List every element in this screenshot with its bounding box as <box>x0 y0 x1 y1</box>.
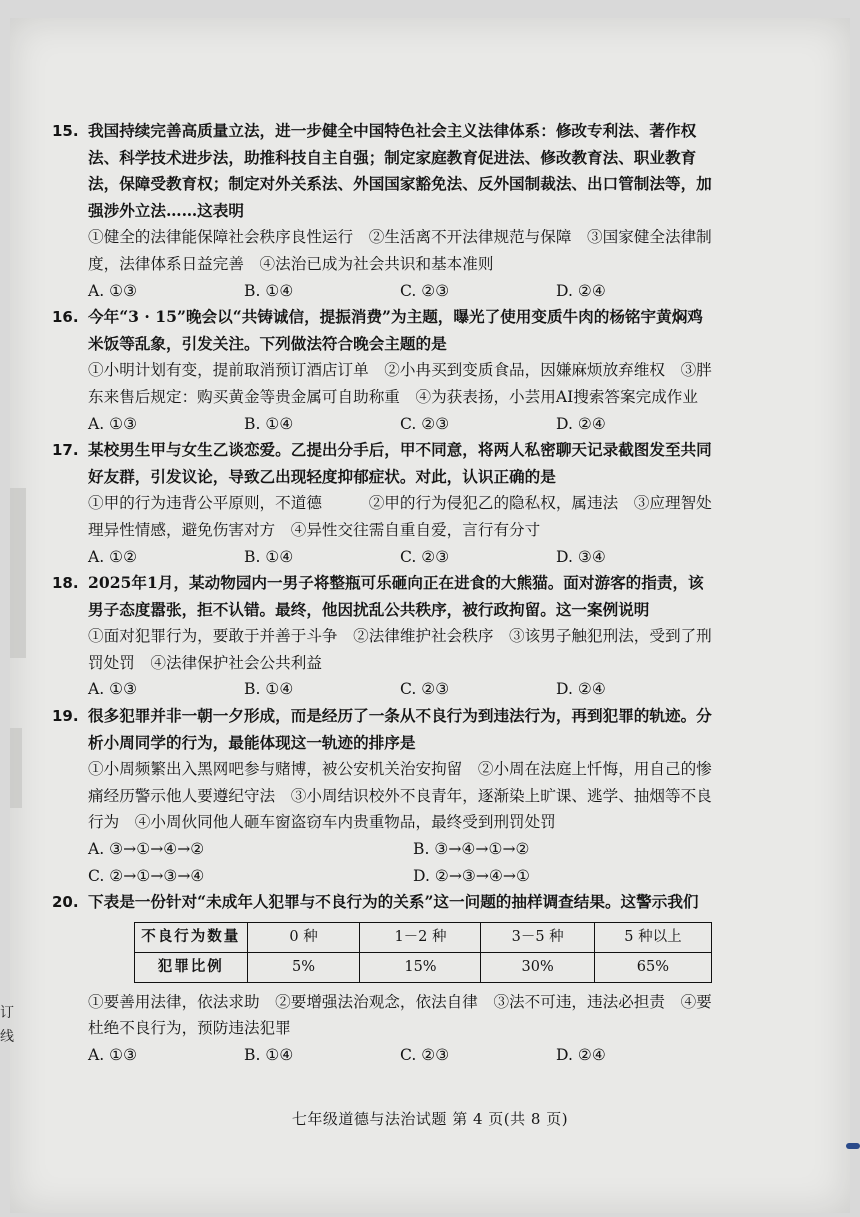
table-row <box>135 952 712 982</box>
table-header-cell: 1－2 种 <box>360 922 481 952</box>
question-number: 15. <box>52 122 79 140</box>
option-b: B. ③→④→①→② <box>413 840 530 859</box>
question-number: 17. <box>52 441 79 460</box>
option-a: A. ③→①→④→② <box>88 840 205 859</box>
question-number: 16. <box>52 308 79 327</box>
option-a: A. ①② <box>88 547 138 566</box>
question-stem: 某校男生甲与女生乙谈恋爱。乙提出分手后，甲不同意，将两人私密聊天记录截图发至共同好友群，引发议论，导致乙出现轻度抑郁症状。对此，认识正确的是 <box>88 440 712 486</box>
answer-options <box>88 544 712 571</box>
option-a: A. ①③ <box>88 281 138 300</box>
table-cell: 30% <box>481 952 594 982</box>
table-cell: 5% <box>247 952 360 982</box>
question-number: 18. <box>52 574 79 593</box>
question-number: 20. <box>52 893 79 912</box>
page-footer: 七年级道德与法治试题 第 4 页(共 8 页) <box>291 1110 569 1128</box>
answer-options <box>88 411 712 438</box>
answer-options <box>88 278 712 305</box>
answer-options <box>88 676 712 703</box>
question-18 <box>52 570 712 703</box>
questions-area <box>52 118 712 1069</box>
survey-table <box>134 922 712 983</box>
question-statements: ①小周频繁出入黑网吧参与赌博，被公安机关治安拘留 ②小周在法庭上忏悔，用自己的惨痛经历警示他人要遵纪守法 ③小周结识校外不良青年，逐渐染上旷课、逃学、抽烟等不良行为 ④小周伙同他人砸车窗盗窃车内贵重物品，最终受到刑罚处罚 <box>88 760 712 832</box>
question-17 <box>52 437 712 570</box>
table-header-cell: 5 种以上 <box>594 922 711 952</box>
option-a: A. ①③ <box>88 680 138 699</box>
option-d: D. ②④ <box>556 281 606 300</box>
table-cell: 15% <box>360 952 481 982</box>
option-c: C. ②③ <box>400 414 450 433</box>
option-c: C. ②③ <box>400 281 450 300</box>
table-cell: 65% <box>594 952 711 982</box>
option-b: B. ①④ <box>244 281 294 300</box>
question-statements: ①要善用法律，依法求助 ②要增强法治观念，依法自律 ③法不可违，违法必担责 ④要杜绝不良行为，预防违法犯罪 <box>88 992 712 1038</box>
question-stem: 我国持续完善高质量立法，进一步健全中国特色社会主义法律体系：修改专利法、著作权法、科学技术进步法，助推科技自主自强；制定家庭教育促进法、修改教育法、职业教育法，保障受教育权；制定对外关系法、外国国家豁免法、反外国制裁法、出口管制法等，加强涉外立法……这表明 <box>88 121 712 220</box>
question-19 <box>52 703 712 889</box>
option-c: C. ②③ <box>400 547 450 566</box>
option-b: B. ①④ <box>244 680 294 699</box>
question-15 <box>52 118 712 304</box>
table-header-cell: 3－5 种 <box>481 922 594 952</box>
option-b: B. ①④ <box>244 1046 294 1064</box>
question-16 <box>52 304 712 437</box>
question-number: 19. <box>52 707 79 726</box>
option-d: D. ②→③→④→① <box>413 866 530 885</box>
option-a: A. ①③ <box>88 1046 138 1064</box>
table-cell: 犯罪比例 <box>135 952 248 982</box>
answer-options <box>88 1042 712 1069</box>
option-b: B. ①④ <box>244 547 294 566</box>
table-header-cell: 不良行为数量 <box>135 922 248 952</box>
question-stem: 下表是一份针对“未成年人犯罪与不良行为的关系”这一问题的抽样调查结果。这警示我们 <box>88 892 699 912</box>
scan-shadow <box>10 488 26 658</box>
question-stem: 2025年1月，某动物园内一男子将整瓶可乐砸向正在进食的大熊猫。面对游客的指责，该男子态度嚣张，拒不认错。最终，他因扰乱公共秩序，被行政拘留。这一案例说明 <box>88 573 704 619</box>
option-b: B. ①④ <box>244 414 294 433</box>
table-header-cell: 0 种 <box>247 922 360 952</box>
margin-mark-ding: 订 <box>0 1005 14 1021</box>
scan-corner-mark <box>846 1143 860 1149</box>
question-statements: ①健全的法律能保障社会秩序良性运行 ②生活离不开法律规范与保障 ③国家健全法律制度，法律体系日益完善 ④法治已成为社会共识和基本准则 <box>88 228 712 273</box>
question-statements: ①小明计划有变，提前取消预订酒店订单 ②小冉买到变质食品，因嫌麻烦放弃维权 ③胖东来售后规定：购买黄金等贵金属可自助称重 ④为获表扬，小芸用AI搜索答案完成作业 <box>88 361 712 406</box>
option-d: D. ②④ <box>556 1046 606 1064</box>
answer-options <box>88 836 712 889</box>
option-d: D. ②④ <box>556 414 606 433</box>
option-c: C. ②③ <box>400 680 450 699</box>
question-stem: 很多犯罪并非一朝一夕形成，而是经历了一条从不良行为到违法行为，再到犯罪的轨迹。分析小周同学的行为，最能体现这一轨迹的排序是 <box>88 706 712 752</box>
option-c: C. ②③ <box>400 1046 450 1064</box>
option-c: C. ②→①→③→④ <box>88 866 205 885</box>
scan-shadow <box>10 728 22 808</box>
question-stem: 今年“3 · 15”晚会以“共铸诚信，提振消费”为主题，曝光了使用变质牛肉的杨铭宇黄焖鸡米饭等乱象，引发关注。下列做法符合晚会主题的是 <box>88 307 703 353</box>
margin-mark-xian: 线 <box>0 1029 14 1045</box>
question-statements: ①甲的行为违背公平原则，不道德 ②甲的行为侵犯乙的隐私权，属违法 ③应理智处理异性情感，避免伤害对方 ④异性交往需自重自爱，言行有分寸 <box>88 494 712 539</box>
question-20 <box>52 889 712 1068</box>
table-row <box>135 922 712 952</box>
option-d: D. ②④ <box>556 680 606 699</box>
option-a: A. ①③ <box>88 414 138 433</box>
question-statements: ①面对犯罪行为，要敢于并善于斗争 ②法律维护社会秩序 ③该男子触犯刑法，受到了刑罚处罚 ④法律保护社会公共利益 <box>88 627 712 672</box>
option-d: D. ③④ <box>556 547 606 566</box>
